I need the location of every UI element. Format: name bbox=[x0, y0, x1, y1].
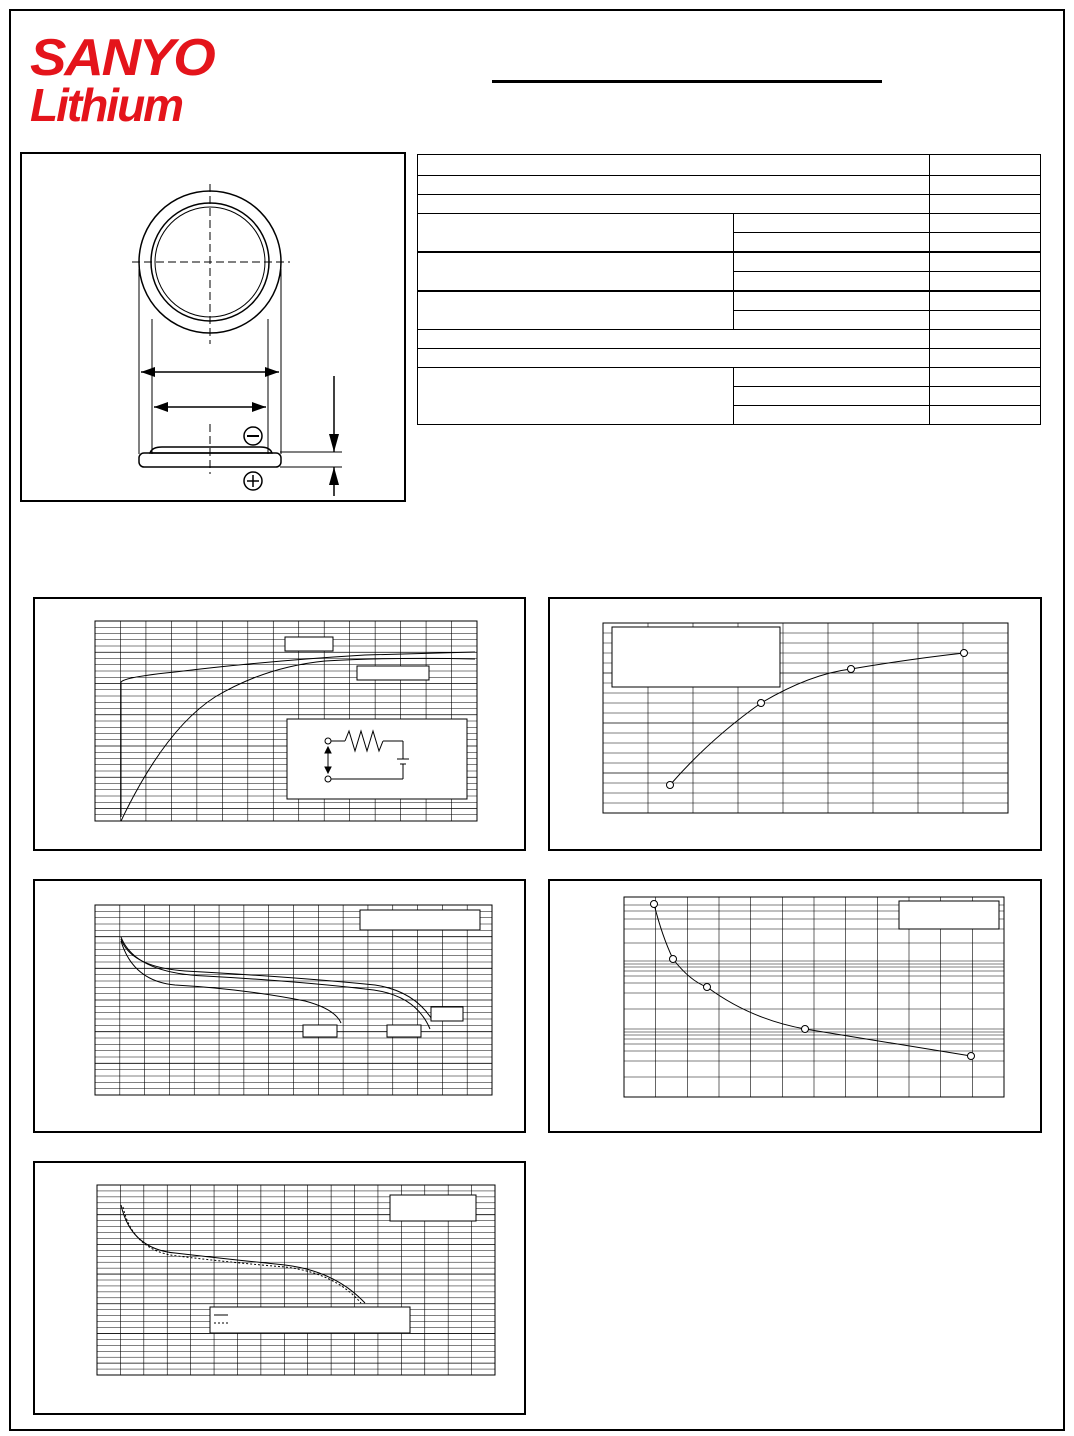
chart-1-label-box-b bbox=[357, 666, 429, 680]
minus-circle-icon bbox=[244, 427, 262, 445]
chart-4-legend-box bbox=[899, 901, 999, 929]
table-row bbox=[418, 176, 1041, 195]
table-row bbox=[418, 155, 1041, 176]
table-row bbox=[418, 349, 1041, 368]
sanyo-lithium-logo bbox=[30, 29, 214, 131]
table-row bbox=[418, 195, 1041, 214]
chart-panel-3 bbox=[33, 879, 526, 1133]
chart-4-point bbox=[802, 1026, 809, 1033]
brand-name: SANYO bbox=[30, 29, 214, 87]
chart-2-legend-box bbox=[612, 627, 780, 687]
title-underline bbox=[492, 80, 882, 83]
chart-5-key-box bbox=[210, 1307, 410, 1333]
chart-3-grid bbox=[95, 905, 492, 1095]
table-row bbox=[418, 252, 1041, 272]
chart-2-point bbox=[667, 782, 674, 789]
chart-3-legend-box bbox=[360, 910, 480, 930]
chart-panel-2 bbox=[548, 597, 1042, 851]
chart-5-legend-box bbox=[390, 1195, 476, 1221]
product-line: Lithium bbox=[30, 79, 183, 131]
chart-2-point bbox=[961, 650, 968, 657]
table-row bbox=[418, 330, 1041, 349]
chart-panel-5 bbox=[33, 1161, 526, 1415]
specification-table bbox=[417, 154, 1041, 425]
chart-3-label-box-a bbox=[303, 1025, 337, 1037]
chart-4-point bbox=[704, 984, 711, 991]
chart-panel-1 bbox=[33, 597, 526, 851]
chart-4-point bbox=[651, 901, 658, 908]
chart-panel-4 bbox=[548, 879, 1042, 1133]
battery-dimension-drawing bbox=[20, 152, 406, 502]
plus-circle-icon bbox=[244, 472, 262, 490]
chart-3-label-box-c bbox=[431, 1007, 463, 1021]
chart-2-point bbox=[758, 700, 765, 707]
table-row bbox=[418, 291, 1041, 311]
table-row bbox=[418, 368, 1041, 387]
chart-3-label-box-b bbox=[387, 1025, 421, 1037]
chart-4-point bbox=[670, 956, 677, 963]
chart-1-label-box-a bbox=[285, 637, 333, 651]
chart-2-point bbox=[848, 666, 855, 673]
table-row bbox=[418, 214, 1041, 233]
chart-4-point bbox=[968, 1053, 975, 1060]
chart-1-circuit-inset bbox=[287, 719, 467, 799]
